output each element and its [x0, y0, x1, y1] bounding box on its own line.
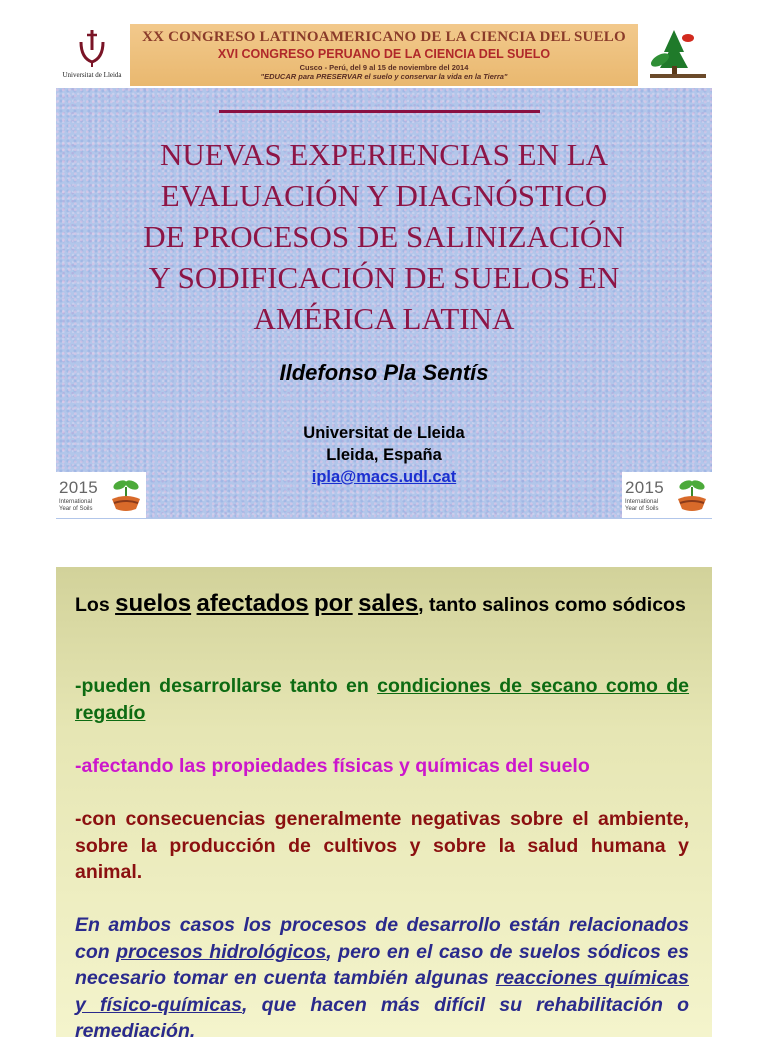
word-por: por [314, 590, 353, 617]
udl-crest-icon [78, 28, 106, 68]
banner-line-3: Cusco - Perú, del 9 al 15 de noviembre del 2014 [299, 63, 469, 72]
title-line: AMÉRICA LATINA [253, 301, 515, 336]
congress-banner [130, 24, 638, 86]
processes-text: , que hacen más difícil su rehabilitación o remediación. [75, 993, 690, 1042]
iyos-caption-line: Year of Soils [625, 506, 659, 512]
title-slide-body [56, 88, 712, 519]
title-divider [219, 110, 540, 113]
intro-rest: , tanto salinos como sódicos [418, 594, 686, 616]
processes-text: En ambos casos los procesos de desarrollo están relacionados con [75, 914, 689, 963]
banner-line-4: "EDUCAR para PRESERVAR el suelo y conservar la vida en la Tierra" [260, 72, 508, 81]
processes-underlined: reacciones químicas y físico-químicas [75, 967, 689, 1016]
paragraph-conditions [75, 673, 689, 726]
email-link[interactable]: ipla@macs.udl.cat [311, 468, 457, 486]
soil-sprout-icon [674, 475, 710, 515]
conditions-lead: -pueden desarrollarse tanto en [75, 675, 378, 697]
institution: Universitat de Lleida [303, 424, 465, 442]
iyos-caption [625, 499, 658, 513]
iyos-year: 2015 [59, 478, 99, 497]
title-line: Y SODIFICACIÓN DE SUELOS EN [148, 260, 620, 295]
udl-logo-text: Universitat de Lleida [62, 71, 122, 79]
processes-underlined: procesos hidrológicos [116, 940, 327, 963]
word-afectados: afectados [196, 590, 309, 617]
paragraph-processes [75, 912, 689, 1045]
paragraph-consequences: -con consecuencias generalmente negativas sobre el ambiente, sobre la producción de cultivos y sobre la salud humana y animal. [75, 808, 689, 883]
iyos-caption [59, 499, 92, 513]
soil-sprout-icon [108, 475, 144, 515]
iyos-year: 2015 [625, 478, 665, 497]
banner-line-2: XVI CONGRESO PERUANO DE LA CIENCIA DEL SUELO [217, 47, 551, 61]
soil-society-logo-icon [644, 22, 712, 86]
word-suelos: suelos [115, 590, 192, 617]
author-name: Ildefonso Pla Sentís [279, 360, 489, 385]
iyos-caption-line: International [625, 499, 659, 505]
conditions-underlined: condiciones de secano como de regadío [75, 675, 690, 724]
iyos-logo-left [56, 472, 146, 518]
location: Lleida, España [326, 446, 442, 464]
banner-line-1: XX CONGRESO LATINOAMERICANO DE LA CIENCIA DEL SUELO [142, 29, 626, 45]
iyos-logo-right [622, 472, 712, 518]
title-line: EVALUACIÓN Y DIAGNÓSTICO [160, 178, 608, 213]
content-slide [56, 567, 712, 1042]
affiliation [56, 422, 712, 488]
udl-logo [56, 22, 128, 88]
word-sales: sales [358, 590, 419, 617]
paragraph-intro [75, 591, 689, 619]
paragraph-properties: -afectando las propiedades físicas y químicas del suelo [75, 755, 590, 777]
title-line: DE PROCESOS DE SALINIZACIÓN [143, 219, 625, 254]
iyos-caption-line: Year of Soils [59, 506, 93, 512]
iyos-caption-line: International [59, 499, 93, 505]
processes-text: , pero en el caso de suelos sódicos es necesario tomar en cuenta también algunas [75, 940, 689, 989]
title-line: NUEVAS EXPERIENCIAS EN LA [159, 137, 609, 172]
word: Los [75, 594, 110, 616]
title-slide [56, 22, 712, 519]
presentation-title [96, 134, 672, 339]
